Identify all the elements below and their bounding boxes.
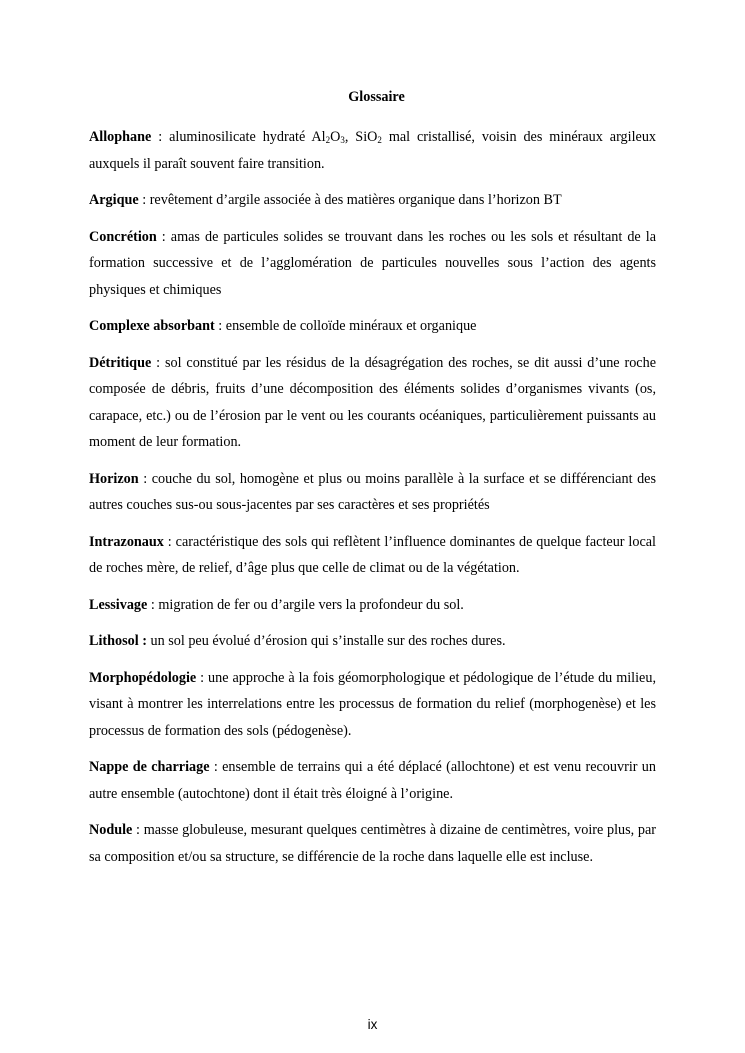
term-separator: : — [151, 129, 170, 145]
glossary-entry-complexe-absorbant — [89, 313, 656, 340]
term-separator: : — [156, 228, 171, 245]
glossary-term: Argique — [89, 192, 139, 208]
term-separator: : — [138, 192, 150, 208]
glossary-definition: couche du sol, homogène et plus ou moins parallèle à la surface et se différenciant des autres couches sus-ou sous-jacentes par ses caractères et ses propriétés — [89, 470, 656, 513]
glossary-definition-part: mal cristallisé, voisin des minéraux argileux auxquels il paraît souvent faire transition. — [89, 129, 657, 172]
glossary-term: Nappe de charriage — [89, 759, 210, 775]
term-separator: : — [163, 533, 176, 550]
subscript: 2 — [377, 135, 382, 145]
glossary-entry-lessivage — [89, 592, 656, 619]
glossary-definition: migration de fer ou d’argile vers la profondeur du sol. — [158, 596, 464, 613]
glossary-term: Intrazonaux — [89, 533, 164, 550]
glossary-entry-nodule — [89, 817, 656, 870]
glossary-term: Lithosol : — [89, 633, 147, 649]
page-title: Glossaire — [348, 89, 405, 105]
glossary-definition: amas de particules solides se trouvant dans les roches ou les sols et résultant de la formation successive et de l’agglomération de particules nouvelles sous l’action des agents physiques et chimiques — [89, 228, 656, 298]
glossary-entry-horizon — [89, 466, 656, 519]
document-page — [89, 87, 656, 880]
glossary-entry-allophane — [89, 124, 656, 177]
glossary-term: Détritique — [89, 354, 152, 371]
term-separator: : — [147, 596, 159, 613]
term-separator: : — [138, 470, 152, 487]
glossary-term: Nodule — [89, 822, 133, 838]
subscript: 2 — [325, 135, 331, 145]
glossary-definition-part: aluminosilicate hydraté Al — [169, 129, 326, 145]
term-separator: : — [196, 669, 209, 686]
term-separator: : — [214, 318, 226, 334]
glossary-entry-nappe-de-charriage — [89, 754, 656, 807]
glossary-term: Allophane — [89, 129, 152, 145]
glossary-term: Complexe absorbant — [89, 318, 215, 334]
glossary-term: Concrétion — [89, 228, 157, 245]
glossary-definition-part: , SiO — [344, 129, 378, 145]
glossary-entry-detritique — [89, 350, 656, 456]
glossary-entry-intrazonaux — [89, 529, 656, 582]
glossary-definition: revêtement d’argile associée à des matières organique dans l’horizon BT — [149, 192, 562, 208]
glossary-definition: ensemble de terrains qui a été déplacé (allochtone) et est venu recouvrir un autre ensemble (autochtone) dont il était très éloigné à l’origine. — [89, 759, 656, 802]
subscript: 3 — [340, 135, 345, 145]
glossary-entry-lithosol — [89, 628, 656, 655]
glossary-entry-concretion — [89, 224, 656, 304]
glossary-term: Morphopédologie — [89, 669, 197, 686]
term-separator: : — [132, 822, 144, 838]
glossary-term: Horizon — [89, 470, 139, 487]
glossary-definition-part: O — [330, 129, 341, 145]
term-separator: : — [151, 354, 165, 371]
glossary-definition: un sol peu évolué d’érosion qui s’installe sur des roches dures. — [150, 633, 506, 649]
glossary-definition: caractéristique des sols qui reflètent l’influence dominantes de quelque facteur local de roches mère, de relief, d’âge plus que celle de climat ou de la végétation. — [89, 533, 656, 576]
page-number: ix — [367, 1017, 378, 1032]
glossary-definition: sol constitué par les résidus de la désagrégation des roches, se dit aussi d’une roche composée de débris, fruits d’une décomposition des éléments solides d’organismes vivants (os, carapace, etc.) ou de l’érosion par le vent ou les courants océaniques, particulièrement puissants au moment de leur formation. — [89, 354, 656, 450]
glossary-entry-morphopedologie — [89, 665, 656, 745]
glossary-entry-argique — [89, 187, 656, 214]
glossary-definition: une approche à la fois géomorphologique et pédologique de l’étude du milieu, visant à montrer les interrelations entre les processus de formation du relief (morphogenèse) et les processus de formation des sols (pédogenèse). — [89, 669, 656, 739]
term-separator: : — [209, 759, 223, 775]
glossary-definition: ensemble de colloïde minéraux et organique — [225, 318, 477, 334]
glossary-term: Lessivage — [89, 596, 148, 613]
glossary-definition: masse globuleuse, mesurant quelques centimètres à dizaine de centimètres, voire plus, par sa composition et/ou sa structure, se différencie de la roche dans laquelle elle est incluse. — [89, 822, 657, 865]
